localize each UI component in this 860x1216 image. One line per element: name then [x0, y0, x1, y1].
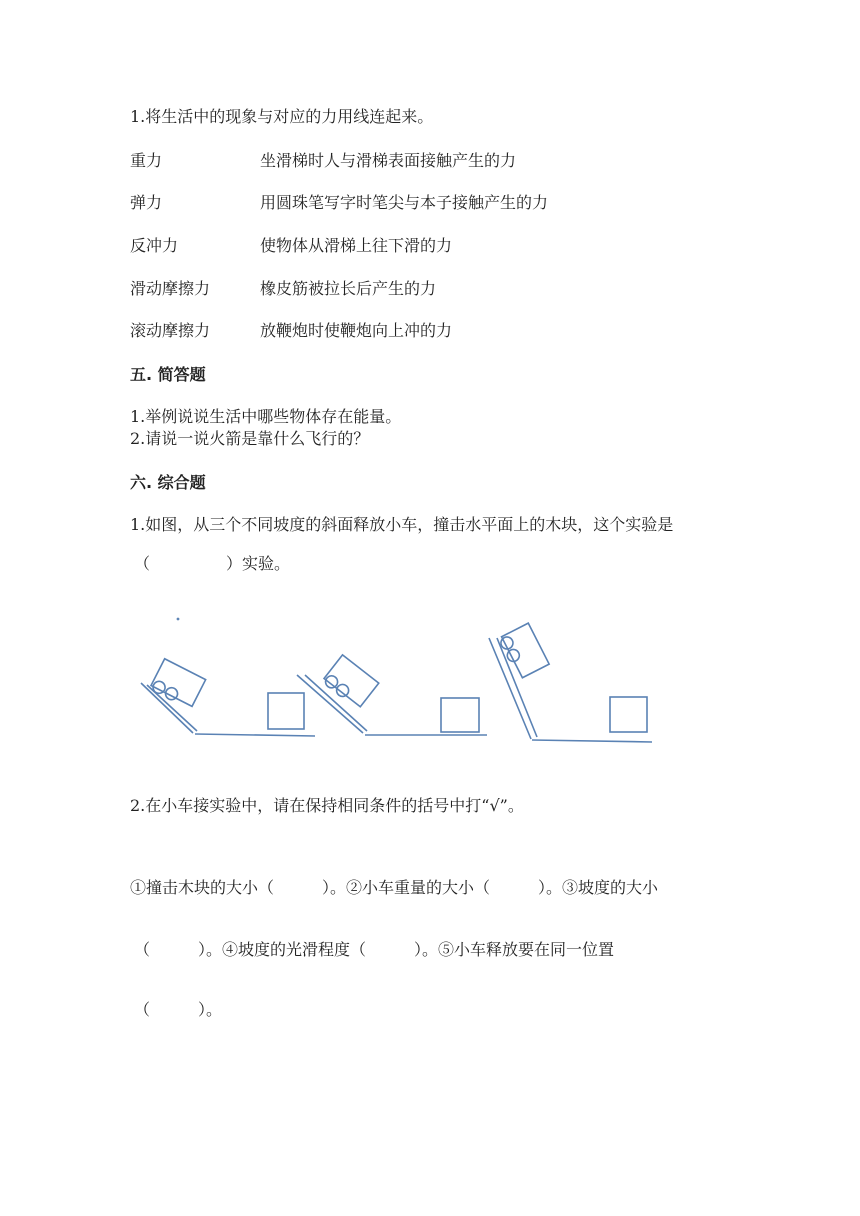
cart-1-body [151, 659, 206, 707]
comprehensive-q1-line2 [134, 551, 290, 574]
match-question: 1.将生活中的现象与对应的力用线连起来。 [130, 107, 434, 126]
force-label-sliding-friction: 滑动摩擦力 [130, 279, 211, 298]
q2-item1-text: ①撞击木块的大小（ [130, 878, 275, 897]
q2-item4-text: ）。④坡度的光滑程度（ [198, 940, 367, 959]
open-paren: （ [134, 940, 151, 959]
open-paren: （ [134, 1000, 151, 1019]
q2-line2 [134, 937, 614, 960]
section-title-comprehensive: 六. 综合题 [130, 473, 206, 492]
incline-3-ramp-inner [497, 638, 537, 737]
figure-dot [177, 618, 178, 619]
q2-line1 [130, 875, 658, 898]
phenomenon-1: 坐滑梯时人与滑梯表面接触产生的力 [260, 151, 517, 170]
block-1 [268, 693, 304, 729]
incline-3-floor [532, 740, 652, 742]
phenomenon-2: 用圆珠笔写字时笔尖与本子接触产生的力 [260, 193, 549, 212]
section-title-short-answer: 五. 简答题 [130, 365, 206, 384]
force-label-rolling-friction: 滚动摩擦力 [130, 321, 211, 340]
q2-item5-text: ）。⑤小车释放要在同一位置 [414, 940, 615, 959]
close-paren: ）。 [198, 1000, 223, 1019]
comprehensive-q2: 2.在小车接实验中，请在保持相同条件的括号中打“√”。 [130, 796, 524, 815]
phenomenon-5: 放鞭炮时使鞭炮向上冲的力 [260, 321, 453, 340]
incline-experiment-figure [135, 605, 665, 755]
open-paren: （ [134, 554, 151, 573]
incline-1-floor [195, 734, 315, 736]
cart-1 [149, 659, 205, 710]
force-label-recoil: 反冲力 [130, 236, 179, 255]
cart-2 [322, 655, 379, 710]
comprehensive-q1-line1: 1.如图，从三个不同坡度的斜面释放小车，撞击水平面上的木块，这个实验是 [130, 515, 674, 534]
force-label-elastic: 弹力 [130, 193, 163, 212]
incline-2-ramp-inner [305, 675, 367, 731]
q2-line3 [134, 997, 222, 1020]
q2-item2-text: ）。②小车重量的大小（ [322, 878, 491, 897]
q2-item3-text: ）。③坡度的大小 [538, 878, 659, 897]
block-3 [610, 697, 647, 732]
close-text: ）实验。 [226, 554, 291, 573]
block-2 [441, 698, 479, 732]
phenomenon-3: 使物体从滑梯上往下滑的力 [260, 236, 453, 255]
cart-3-body [502, 623, 550, 678]
phenomenon-4: 橡皮筋被拉长后产生的力 [260, 279, 437, 298]
force-label-gravity: 重力 [130, 151, 163, 170]
short-answer-q2: 2.请说一说火箭是靠什么飞行的？ [130, 429, 370, 448]
cart-3 [498, 623, 549, 679]
short-answer-q1: 1.举例说说生活中哪些物体存在能量。 [130, 407, 402, 426]
